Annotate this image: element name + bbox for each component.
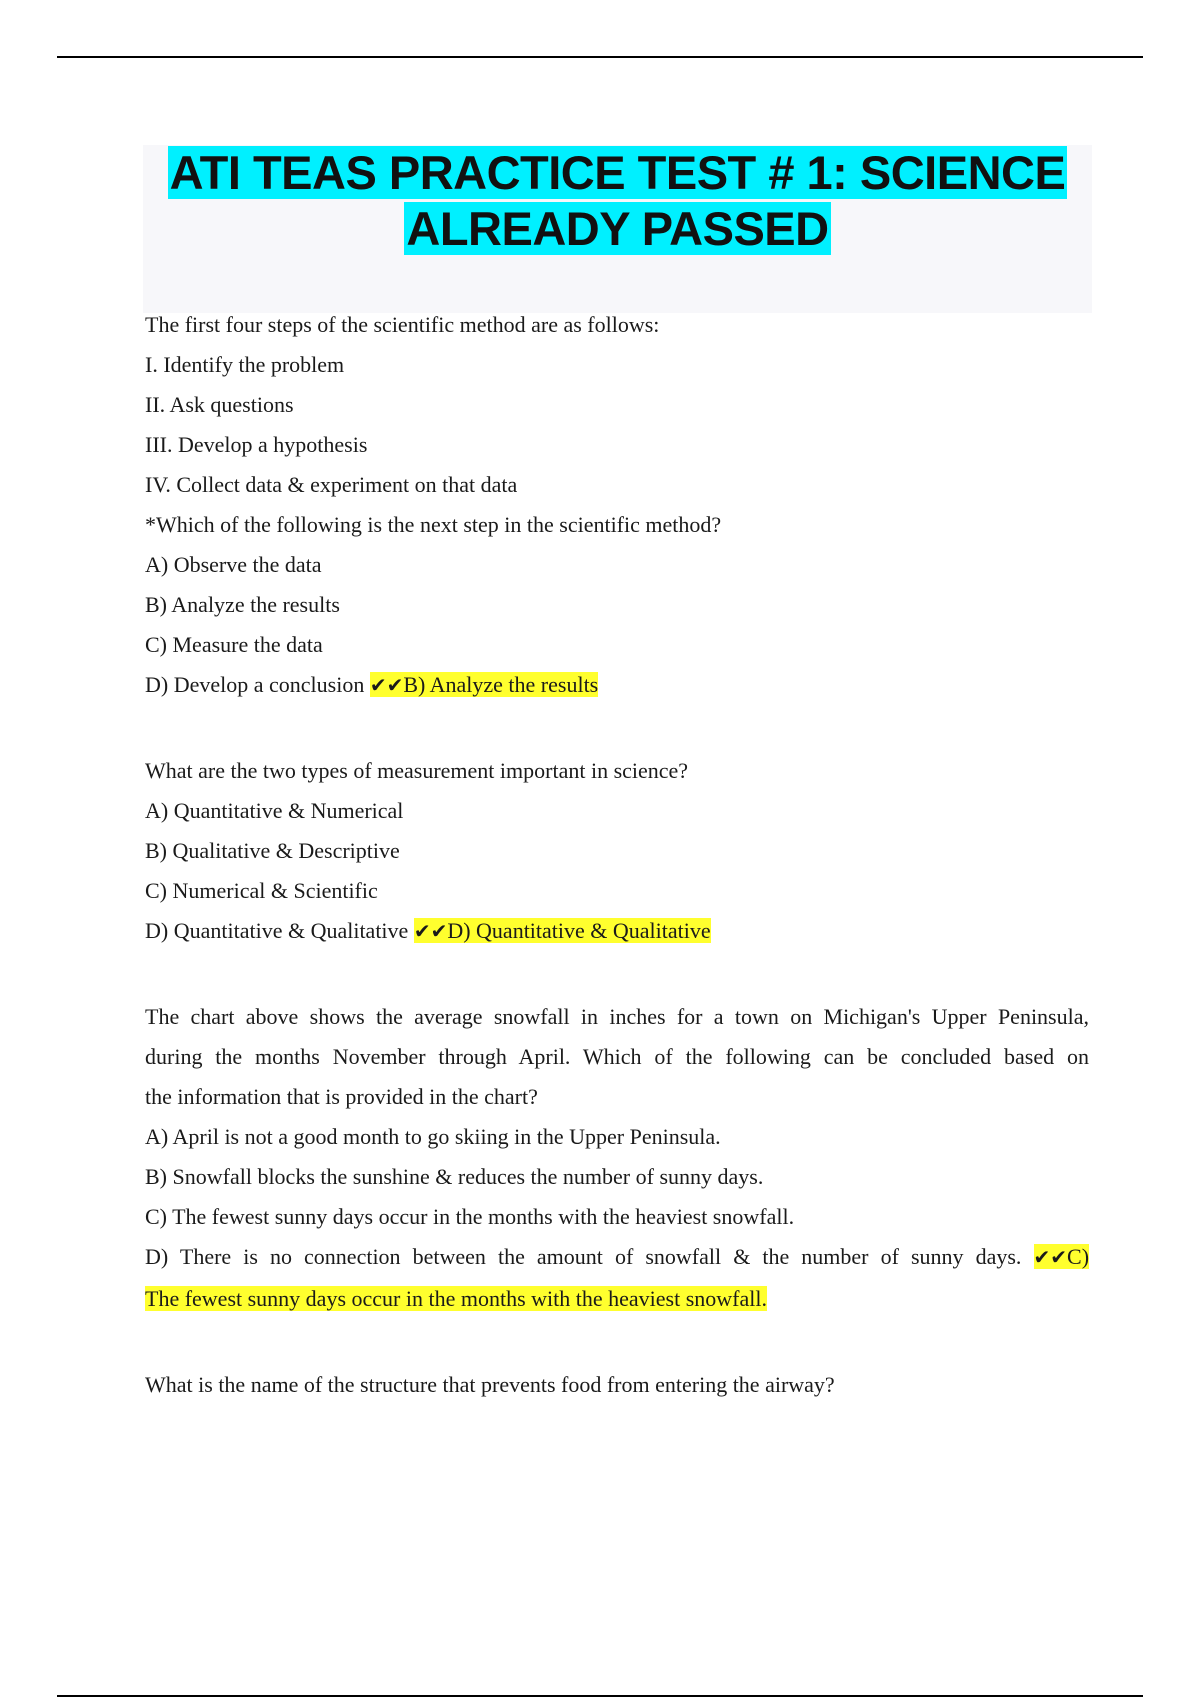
question-text: the information that is provided in the chart?: [145, 1084, 538, 1109]
document-title: [143, 145, 1092, 313]
answer-option: A) Quantitative & Numerical: [145, 798, 404, 823]
correct-answer-continued: [145, 1280, 1089, 1322]
double-check-icon: ✔✔: [413, 919, 448, 943]
method-step: III. Develop a hypothesis: [145, 432, 368, 457]
correct-answer: [370, 672, 598, 697]
answer-option: A) April is not a good month to go skiing in the Upper Peninsula.: [145, 1124, 721, 1149]
document-body: [145, 306, 1089, 1408]
method-step: II. Ask questions: [145, 392, 294, 417]
title-line-1: ATI TEAS PRACTICE TEST # 1: SCIENCE: [169, 146, 1066, 199]
answer-option-with-key: [145, 1238, 1089, 1280]
answer-option-with-key: [145, 666, 1089, 708]
correct-answer-text: B) Analyze the results: [403, 672, 599, 697]
method-step: IV. Collect data & experiment on that data: [145, 472, 518, 497]
spacer: [145, 1322, 1089, 1366]
question-text: during the months November through April. Which of the following can be concluded based on: [145, 1044, 1089, 1069]
question-text: *Which of the following is the next step in the scientific method?: [145, 512, 722, 537]
question-text: What are the two types of measurement important in science?: [145, 758, 689, 783]
spacer: [145, 954, 1089, 998]
answer-option: C) Measure the data: [145, 632, 323, 657]
question-block-3: [145, 998, 1089, 1322]
correct-answer-label: C): [1067, 1244, 1090, 1269]
answer-option: C) The fewest sunny days occur in the months with the heaviest snowfall.: [145, 1204, 795, 1229]
answer-option: C) Numerical & Scientific: [145, 878, 378, 903]
question-text: The chart above shows the average snowfall in inches for a town on Michigan's Upper Peninsula,: [145, 1004, 1089, 1029]
answer-option-with-key: [145, 912, 1089, 954]
question-intro: The first four steps of the scientific method are as follows:: [145, 312, 660, 337]
bottom-rule: [57, 1695, 1143, 1697]
answer-option: B) Snowfall blocks the sunshine & reduces the number of sunny days.: [145, 1164, 764, 1189]
question-block-4: [145, 1366, 1089, 1408]
spacer: [145, 708, 1089, 752]
answer-option: A) Observe the data: [145, 552, 322, 577]
title-line-2: ALREADY PASSED: [406, 202, 829, 255]
double-check-icon: ✔✔: [369, 673, 404, 697]
question-text: What is the name of the structure that prevents food from entering the airway?: [145, 1372, 835, 1397]
correct-answer-start: [1034, 1244, 1090, 1269]
answer-option: B) Qualitative & Descriptive: [145, 838, 400, 863]
correct-answer-text: D) Quantitative & Qualitative: [447, 918, 711, 943]
answer-option: D) Quantitative & Qualitative: [145, 918, 409, 943]
correct-answer-text: The fewest sunny days occur in the months with the heaviest snowfall.: [145, 1286, 767, 1311]
method-step: I. Identify the problem: [145, 352, 345, 377]
top-rule: [57, 56, 1143, 58]
answer-option: B) Analyze the results: [145, 592, 340, 617]
double-check-icon: ✔✔: [1033, 1245, 1068, 1269]
answer-option: D) Develop a conclusion: [145, 672, 365, 697]
correct-answer: [414, 918, 711, 943]
answer-option: D) There is no connection between the amount of snowfall & the number of sunny days.: [145, 1244, 1022, 1269]
question-block-2: [145, 752, 1089, 954]
question-block-1: [145, 306, 1089, 708]
